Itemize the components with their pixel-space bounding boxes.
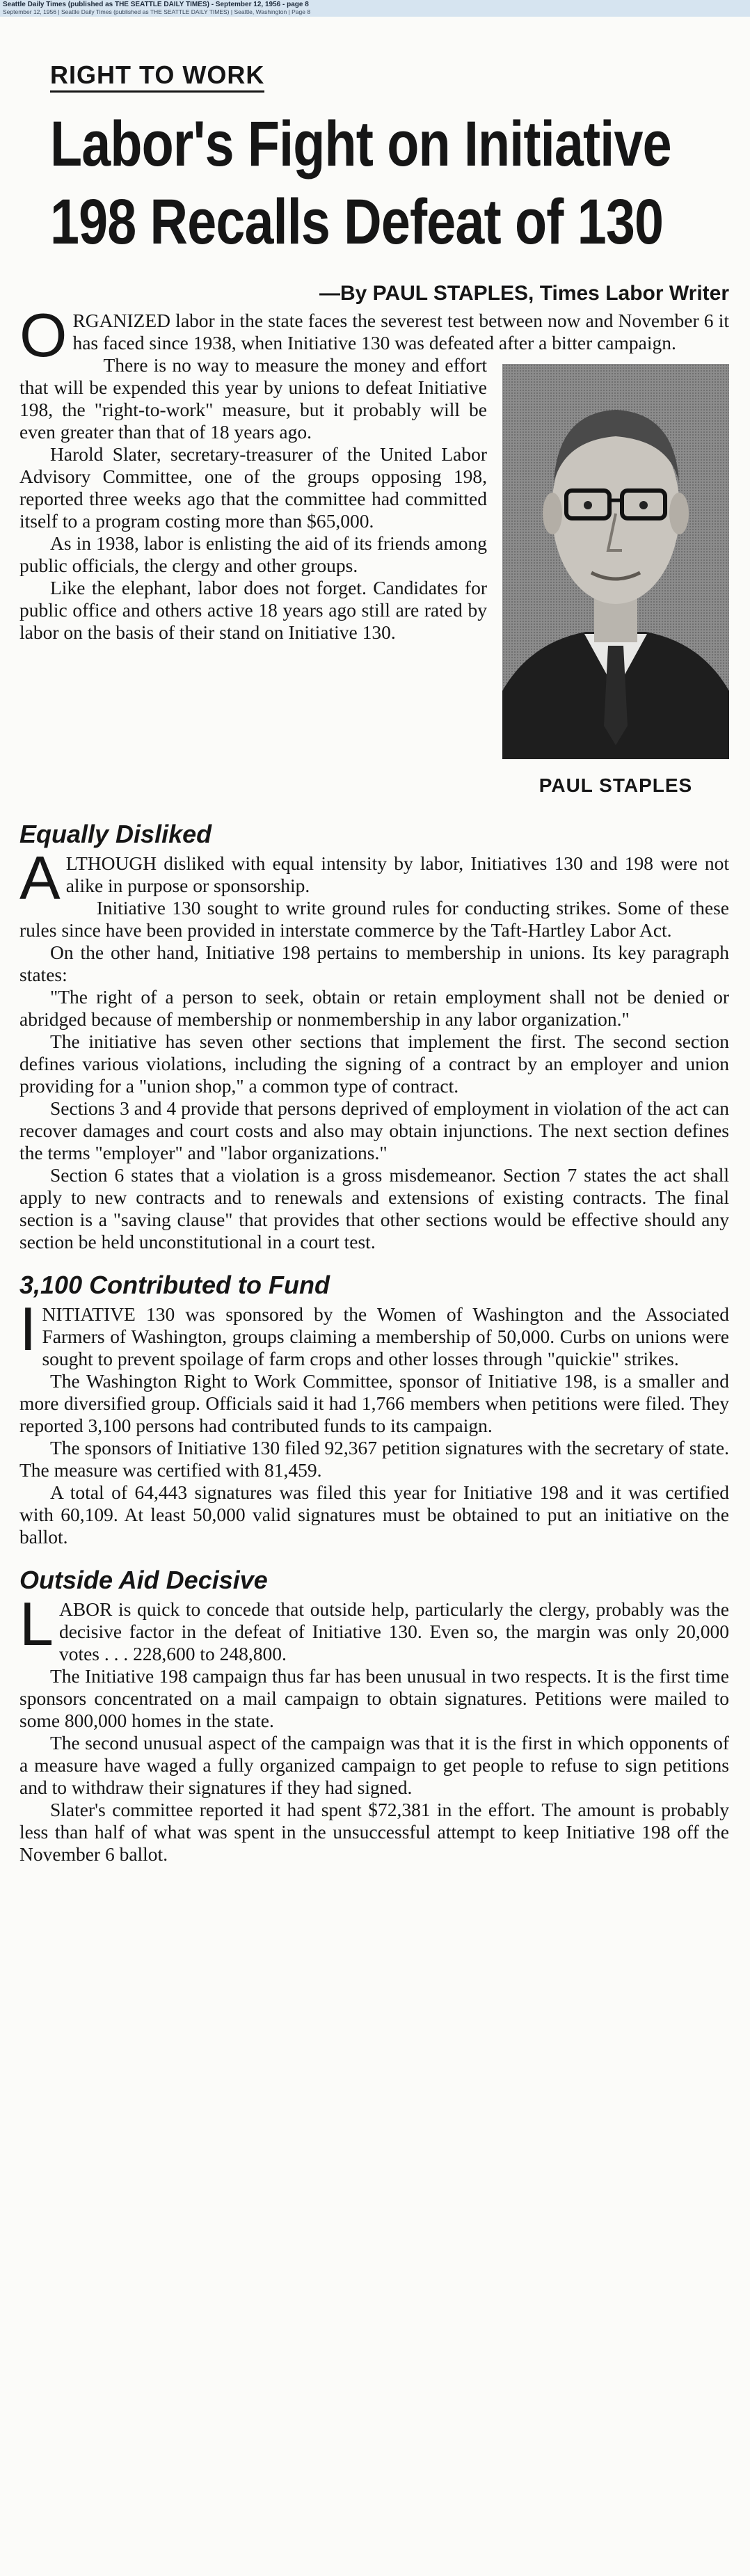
lead-caps: LTHOUGH [65,852,157,874]
kicker: RIGHT TO WORK [50,60,264,93]
section-paragraph: On the other hand, Initiative 198 pertains to membership in unions. Its key paragraph states: [19,941,729,985]
section-lead-paragraph [19,843,729,912]
section-heading: 3,100 Contributed to Fund [19,1271,330,1299]
lead-text: labor in the state faces the severest test between now and November 6 it has faced since 1938, when Initiative 130 was defeated after a bitter campaign. [72,310,729,353]
author-photo [502,364,729,759]
article [19,17,729,1866]
headline [50,105,671,261]
section-heading: Equally Disliked [19,820,212,848]
section-paragraph: The sponsors of Initiative 130 filed 92,367 petition signatures with the secretary of state. The measure was certified with 81,459. [19,1437,729,1481]
lead-caps: NITIATIVE [42,1303,136,1325]
lead-text: 130 was sponsored by the Women of Washington and the Associated Farmers of Washington, groups claiming a membership of 50,000. Curbs on unions were sought to prevent spoilage of farm crops and other losses through "quickie" strikes. [42,1303,729,1369]
byline: —By PAUL STAPLES, Times Labor Writer [319,282,729,305]
section-paragraph: Slater's committee reported it had spent $72,381 in the effort. The amount is probably less than half of what was spent in the unsuccessful attempt to keep Initiative 198 off the November 6 ballot. [19,1799,729,1865]
section-heading: Outside Aid Decisive [19,1566,268,1594]
section-lead-paragraph [19,1294,729,1370]
section-paragraph: The Washington Right to Work Committee, sponsor of Initiative 198, is a smaller and more diversified group. Officials said it had 1,766 members when petitions were filed. They reported 3,100 persons had contributed funds to its campaign. [19,1370,729,1436]
article-body [19,301,729,1866]
section-paragraph: Section 6 states that a violation is a gross misdemeanor. Section 7 states the act shall apply to new contracts and to renewals and extensions of existing contracts. The final section is a "saving clause" that provides that other sections would be effective should any section be held unconstitutional in a court test. [19,1164,729,1253]
newspaper-header-strip [0,0,750,17]
intro-paragraph: Harold Slater, secretary-treasurer of the United Labor Advisory Committee, one of the groups opposing 198, reported three weeks ago that the committee had committed itself to a program costing more than $65,000. [19,443,487,532]
dropcap: I [19,1294,37,1363]
author-photo-box [502,364,729,797]
dropcap: O [19,301,67,369]
photo-caption: PAUL STAPLES [538,774,693,796]
intro-paragraph: Like the elephant, labor does not forget. Candidates for public office and others active 18 years ago still are rated by labor on the basis of their stand on Initiative 130. [19,577,487,643]
lead-caps: RGANIZED [72,310,170,331]
header-subtitle: September 12, 1956 | Seattle Daily Times (published as THE SEATTLE DAILY TIMES) | Seattle, Washington | Page 8 [3,8,311,15]
section-paragraph: The Initiative 198 campaign thus far has been unusual in two respects. It is the first time sponsors concentrated on a mail campaign to obtain signatures. Petitions were mailed to some 800,000 homes in the state. [19,1665,729,1731]
headline-line-2: 198 Recalls Defeat of 130 [50,186,664,257]
lead-caps: ABOR [58,1598,113,1620]
dropcap: L [19,1589,54,1658]
section-paragraph: Sections 3 and 4 provide that persons deprived of employment in violation of the act can recover damages and court costs and also may obtain injunctions. The next section defines the terms "employer" and "labor organizations." [19,1097,729,1163]
intro-paragraph: There is no way to measure the money and effort that will be expended this year by unions to defeat Initiative 198, the "right-to-work" measure, but it probably will be even greater than that of 18 years ago. [19,354,487,443]
lead-text: is quick to concede that outside help, particularly the clergy, probably was the decisive factor in the defeat of Initiative 130. Even so, the margin was only 20,000 votes . . . 228,600 to 248,800. [58,1598,729,1664]
section-paragraph: The initiative has seven other sections that implement the first. The second section defines various violations, including the signing of a contract by an employer and union providing for a "union shop," a common type of contract. [19,1031,729,1097]
intro-paragraph: As in 1938, labor is enlisting the aid of its friends among public officials, the clergy and other groups. [19,532,487,576]
section-paragraph: The second unusual aspect of the campaign was that it is the first in which opponents of a measure have waged a fully organized campaign to get people to refuse to sign petitions and to withdraw their signatures if they had signed. [19,1732,729,1798]
section-lead-paragraph [19,1589,729,1665]
section-paragraph: Initiative 130 sought to write ground rules for conducting strikes. Some of these rules since have been provided in interstate commerce by the Taft-Hartley Labor Act. [19,897,729,941]
headline-line-1: Labor's Fight on Initiative [50,109,671,180]
header-title: Seattle Daily Times (published as THE SEATTLE DAILY TIMES) - September 12, 1956 - page 8 [3,1,309,8]
lead-paragraph [19,301,729,369]
dropcap: A [19,843,61,912]
section-paragraph: "The right of a person to seek, obtain or retain employment shall not be denied or abridged because of membership or nonmembership in any labor organization." [19,986,729,1030]
lead-text: disliked with equal intensity by labor, Initiatives 130 and 198 were not alike in purpose or sponsorship. [65,852,729,896]
section-paragraph: A total of 64,443 signatures was filed this year for Initiative 198 and it was certified with 60,109. At least 50,000 valid signatures must be obtained to put an initiative on the ballot. [19,1481,729,1548]
